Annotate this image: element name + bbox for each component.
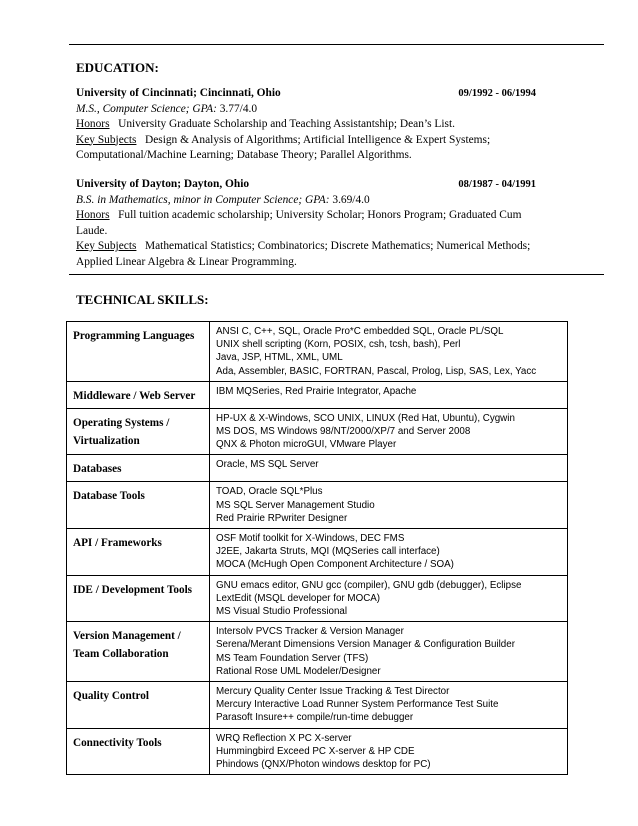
- skill-values: [210, 482, 568, 529]
- skill-item-line: Mercury Quality Center Issue Tracking & Test Director: [216, 686, 450, 698]
- subjects-label: Key Subjects: [76, 240, 137, 252]
- skill-category: [67, 529, 210, 576]
- skill-item-line: Java, JSP, HTML, XML, UML: [216, 352, 343, 364]
- skill-category-line: API / Frameworks: [73, 537, 162, 550]
- degree-text: M.S., Computer Science; GPA:: [76, 102, 217, 115]
- education-entry: [76, 177, 546, 270]
- honors-label: Honors: [76, 209, 110, 221]
- skill-item-line: Red Prairie RPwriter Designer: [216, 512, 348, 524]
- skills-table: [66, 321, 568, 775]
- skill-item-line: Oracle, MS SQL Server: [216, 459, 319, 471]
- school-dates: 09/1992 - 06/1994: [458, 88, 536, 99]
- subjects-label: Key Subjects: [76, 133, 137, 146]
- skill-item-line: MS SQL Server Management Studio: [216, 499, 375, 511]
- subjects-line: [76, 239, 546, 255]
- skill-item-line: LextEdit (MSQL developer for MOCA): [216, 592, 381, 604]
- skill-category: [67, 482, 210, 529]
- honors-line: [76, 208, 546, 239]
- school-header: [76, 177, 546, 193]
- subjects-continued: Applied Linear Algebra & Linear Programming.: [76, 255, 297, 268]
- skills-row: [67, 408, 568, 455]
- skill-item-line: UNIX shell scripting (Korn, POSIX, csh, tcsh, bash), Perl: [216, 339, 461, 351]
- skill-item-line: MS Visual Studio Professional: [216, 606, 348, 618]
- skills-row: [67, 575, 568, 622]
- skill-values: [210, 728, 568, 775]
- subjects-continued: Computational/Machine Learning; Database Theory; Parallel Algorithms.: [76, 149, 412, 161]
- skill-item-line: Ada, Assembler, BASIC, FORTRAN, Pascal, Prolog, Lisp, SAS, Lex, Yacc: [216, 365, 537, 377]
- skill-category: [67, 682, 210, 729]
- skill-item-line: Serena/Merant Dimensions Version Manager & Configuration Builder: [216, 639, 515, 651]
- honors-text: University Graduate Scholarship and Teaching Assistantship; Dean’s List.: [118, 118, 455, 130]
- section-divider: [69, 274, 604, 275]
- subjects-text: Design & Analysis of Algorithms; Artificial Intelligence & Expert Systems;: [144, 133, 491, 146]
- skill-values: [210, 322, 568, 382]
- skill-category-line: Databases: [73, 463, 122, 476]
- skill-category-line: Operating Systems /: [73, 416, 170, 429]
- skill-item-line: GNU emacs editor, GNU gcc (compiler), GNU gdb (debugger), Eclipse: [216, 579, 522, 591]
- degree-text: B.S. in Mathematics, minor in Computer Science; GPA:: [76, 193, 330, 206]
- education-entry: [76, 86, 546, 164]
- skill-item-line: J2EE, Jakarta Struts, MQI (MQSeries call interface): [216, 546, 440, 558]
- skill-category: [67, 728, 210, 775]
- skill-category-line: Connectivity Tools: [73, 736, 162, 749]
- degree-line: [76, 102, 546, 118]
- skill-values: [210, 682, 568, 729]
- skill-item-line: Hummingbird Exceed PC X-server & HP CDE: [216, 745, 415, 757]
- education-heading: EDUCATION:: [76, 60, 159, 75]
- skill-item-line: HP-UX & X-Windows, SCO UNIX, LINUX (Red Hat, Ubuntu), Cygwin: [216, 412, 515, 424]
- skill-category-line: Team Collaboration: [73, 648, 169, 661]
- skill-category: [67, 381, 210, 408]
- skill-category-line: Version Management /: [73, 630, 181, 643]
- top-divider: [69, 44, 604, 45]
- honors-label: Honors: [76, 118, 110, 130]
- skill-values: [210, 408, 568, 455]
- skills-heading: TECHNICAL SKILLS:: [76, 292, 209, 307]
- skill-values: [210, 381, 568, 408]
- skill-item-line: OSF Motif toolkit for X-Windows, DEC FMS: [216, 533, 405, 545]
- skills-row: [67, 381, 568, 408]
- school-header: [76, 86, 546, 102]
- skill-item-line: MS DOS, MS Windows 98/NT/2000/XP/7 and Server 2008: [216, 426, 471, 438]
- degree-line: [76, 193, 546, 209]
- skill-values: [210, 622, 568, 682]
- skill-values: [210, 455, 568, 482]
- skill-item-line: WRQ Reflection X PC X-server: [216, 732, 352, 744]
- skills-row: [67, 529, 568, 576]
- skill-item-line: ANSI C, C++, SQL, Oracle Pro*C embedded SQL, Oracle PL/SQL: [216, 326, 504, 337]
- skill-item-line: Rational Rose UML Modeler/Designer: [216, 665, 381, 677]
- skills-row: [67, 728, 568, 775]
- skill-category: [67, 455, 210, 482]
- skill-category-line: Quality Control: [73, 690, 149, 703]
- skill-category: [67, 575, 210, 622]
- gpa-value: 3.69/4.0: [332, 193, 370, 206]
- skill-item-line: IBM MQSeries, Red Prairie Integrator, Apache: [216, 385, 417, 397]
- skill-item-line: Parasoft Insure++ compile/run-time debugger: [216, 712, 414, 724]
- skill-category-line: Programming Languages: [73, 330, 195, 342]
- skill-values: [210, 575, 568, 622]
- skill-values: [210, 529, 568, 576]
- skill-item-line: TOAD, Oracle SQL*Plus: [216, 486, 323, 498]
- skill-item-line: MS Team Foundation Server (TFS): [216, 652, 369, 664]
- skill-category-line: Virtualization: [73, 434, 140, 447]
- skill-item-line: Intersolv PVCS Tracker & Version Manager: [216, 626, 404, 638]
- skill-item-line: QNX & Photon microGUI, VMware Player: [216, 439, 397, 451]
- skill-category: [67, 622, 210, 682]
- skill-item-line: MOCA (McHugh Open Component Architecture / SOA): [216, 559, 454, 571]
- skills-row: [67, 482, 568, 529]
- school-name: University of Cincinnati; Cincinnati, Ohio: [76, 87, 281, 99]
- skill-category: [67, 408, 210, 455]
- skill-category-line: IDE / Development Tools: [73, 583, 193, 596]
- skills-row: [67, 622, 568, 682]
- gpa-value: 3.77/4.0: [219, 102, 258, 115]
- skills-row: [67, 322, 568, 382]
- skill-category: [67, 322, 210, 382]
- school-dates: 08/1987 - 04/1991: [458, 179, 536, 190]
- skill-category-line: Database Tools: [73, 490, 145, 503]
- honors-line: [76, 117, 546, 133]
- skills-row: [67, 455, 568, 482]
- skills-row: [67, 682, 568, 729]
- school-name: University of Dayton; Dayton, Ohio: [76, 178, 250, 190]
- subjects-line: [76, 133, 546, 149]
- subjects-text: Mathematical Statistics; Combinatorics; Discrete Mathematics; Numerical Methods;: [144, 240, 531, 252]
- skill-item-line: Phindows (QNX/Photon windows desktop for PC): [216, 759, 431, 771]
- honors-text: Full tuition academic scholarship; University Scholar; Honors Program; Graduated Cum Laude.: [76, 209, 522, 237]
- skill-category-line: Middleware / Web Server: [73, 389, 196, 402]
- skill-item-line: Mercury Interactive Load Runner System Performance Test Suite: [216, 699, 499, 711]
